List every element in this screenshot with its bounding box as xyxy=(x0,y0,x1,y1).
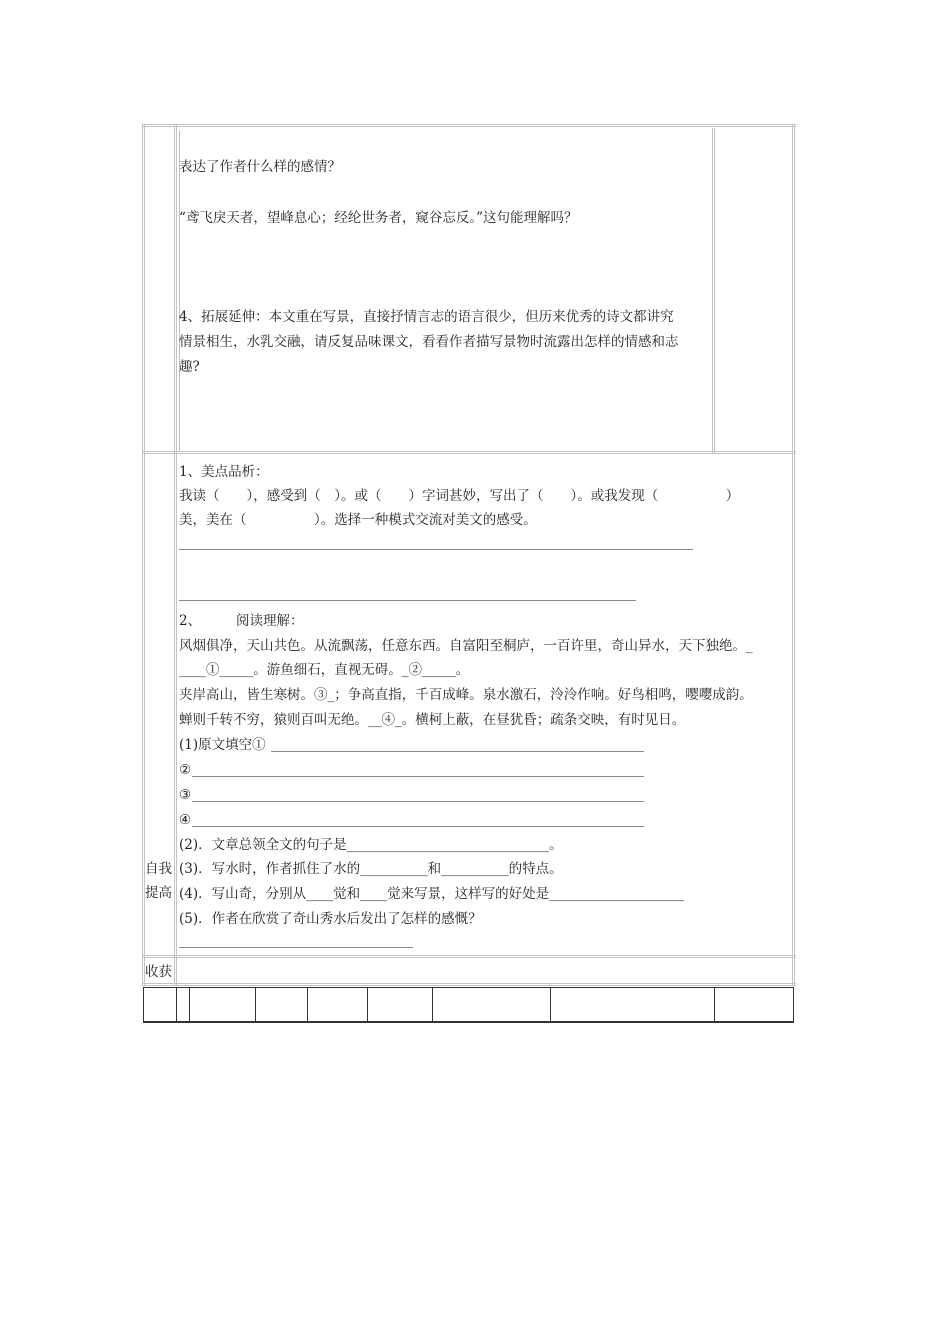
reading-number: 2、 xyxy=(179,613,202,629)
bottom-row-cell xyxy=(550,987,551,1023)
section-label-self-improve-1: 自我 xyxy=(145,861,172,877)
fill-blank-label: (1)原文填空① xyxy=(179,737,266,753)
beauty-analysis-line2: 美，美在（ ）。选择一种模式交流对美文的感受。 xyxy=(179,512,537,528)
question-extension-line3: 趣? xyxy=(179,359,200,375)
fill-blank-line-4[interactable] xyxy=(192,826,644,827)
answer-line xyxy=(179,549,693,550)
bottom-row-top xyxy=(143,987,794,988)
question-extension-line1: 4、拓展延伸：本文重在写景，直接抒情言志的语言很少，但历来优秀的诗文都讲究 xyxy=(179,309,674,325)
fill-blank-line-1[interactable] xyxy=(271,751,644,752)
bottom-row-bottom xyxy=(143,1021,794,1023)
passage-line3: 夹岸高山，皆生寒树。③_；争高直指，千百成峰。泉水激石，泠泠作响。好鸟相鸣，嘤嘤成韵。 xyxy=(179,687,753,703)
beauty-analysis-title: 1、美点品析： xyxy=(179,464,269,480)
notes-column-divider xyxy=(712,128,715,454)
bottom-row-cell xyxy=(189,987,190,1023)
question-quote: “鸢飞戾天者，望峰息心；经纶世务者，窥谷忘反。”这句能理解吗？ xyxy=(179,210,578,226)
fill-blank-line-3[interactable] xyxy=(192,801,644,802)
section3-bottom-border xyxy=(142,983,796,986)
bottom-row-cell xyxy=(307,987,308,1023)
fill-blank-4: ④ xyxy=(179,812,192,828)
bottom-row-cell xyxy=(143,987,144,1023)
section-label-harvest: 收获 xyxy=(145,964,172,980)
answer-line xyxy=(179,947,413,948)
bottom-row-cell xyxy=(714,987,715,1023)
bottom-row-cell xyxy=(432,987,433,1023)
question-feeling: 表达了作者什么样的感情？ xyxy=(179,159,341,175)
bottom-row-cell xyxy=(255,987,256,1023)
content-box-left xyxy=(179,130,180,452)
reading-title: 阅读理解： xyxy=(236,613,304,629)
question-water-features: (3)．写水时，作者抓住了水的__________和__________的特点。 xyxy=(179,861,563,877)
question-extension-line2: 情景相生，水乳交融，请反复品味课文，看看作者描写景物时流露出怎样的情感和志 xyxy=(179,334,679,350)
label-column-divider xyxy=(174,124,177,986)
fill-blank-3: ③ xyxy=(179,787,192,803)
fill-blank-2: ② xyxy=(179,762,192,778)
bottom-row-cell xyxy=(367,987,368,1023)
section1-bottom-border xyxy=(142,451,796,454)
table-top-border xyxy=(142,124,796,127)
beauty-analysis-line1: 我读（ ），感受到（ ）。或（ ）字词甚妙，写出了（ ）。或我发现（ ） xyxy=(179,488,740,504)
bottom-row-cell xyxy=(176,987,177,1023)
passage-line4: 蝉则千转不穷，猿则百叫无绝。__④_。横柯上蔽，在昼犹昏；疏条交映，有时见日。 xyxy=(179,712,686,728)
answer-line xyxy=(179,600,636,601)
section2-bottom-border xyxy=(142,955,796,958)
question-sentiment: (5)．作者在欣赏了奇山秀水后发出了怎样的感慨？ xyxy=(179,911,482,927)
bottom-row-cell xyxy=(793,987,794,1023)
passage-line1: 风烟俱净，天山共色。从流飘荡，任意东西。自富阳至桐庐，一百许里，奇山异水，天下独绝。_ xyxy=(179,638,753,654)
passage-line2: ____①_____。游鱼细石，直视无碍。_②_____。 xyxy=(179,662,470,678)
section-label-self-improve-2: 提高 xyxy=(145,885,172,901)
fill-blank-line-2[interactable] xyxy=(192,776,644,777)
question-topic-sentence: (2)．文章总领全文的句子是______________________________。 xyxy=(179,837,563,853)
table-right-border xyxy=(792,124,795,986)
question-mountain-senses: (4)．写山奇，分别从____觉和____觉来写景，这样写的好处是____________________ xyxy=(179,886,685,902)
table-left-border xyxy=(142,124,145,986)
